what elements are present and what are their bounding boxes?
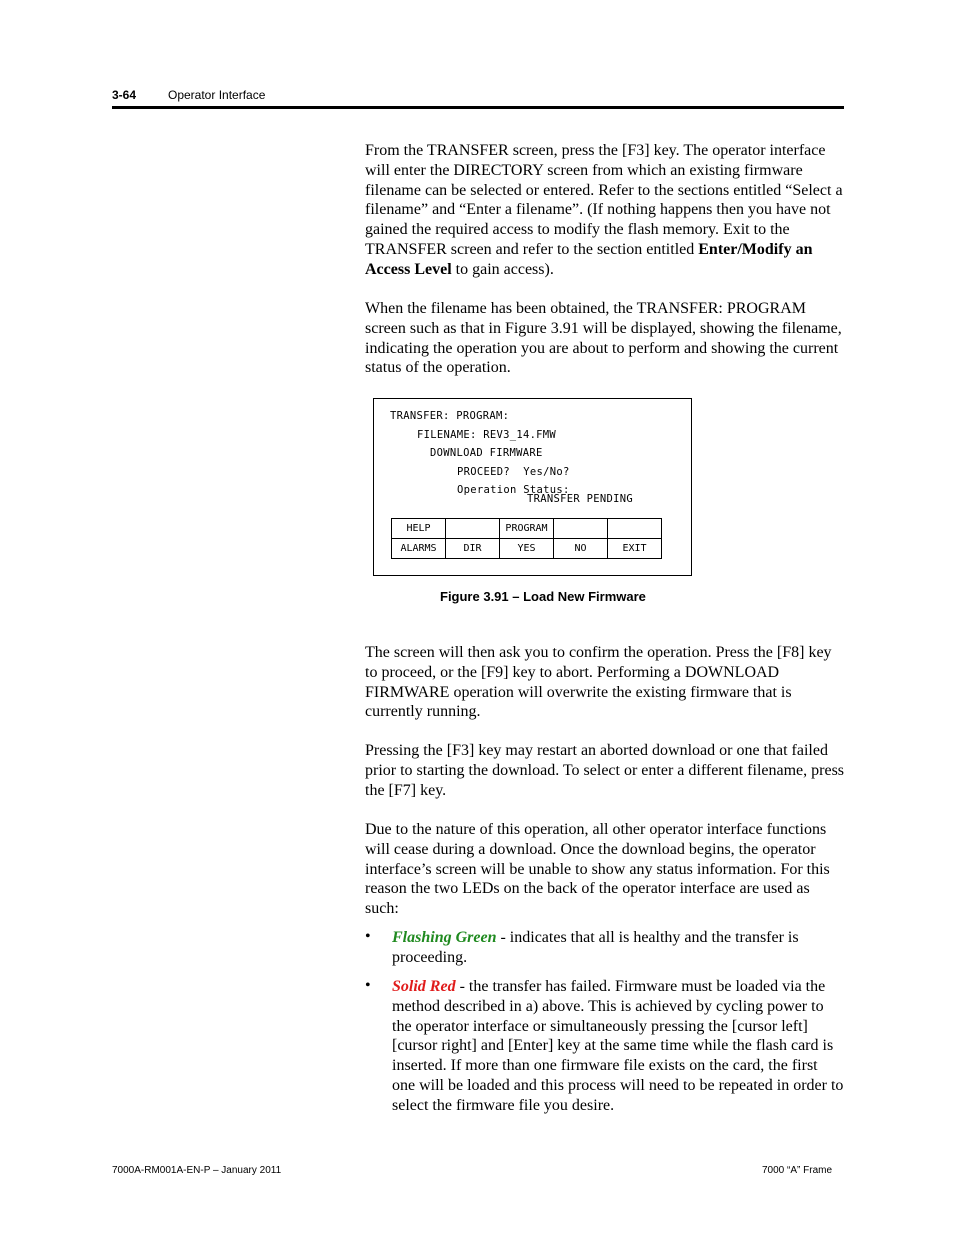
page-number: 3-64 (112, 88, 137, 102)
softkey-dir: DIR (446, 539, 500, 559)
softkey-no: NO (554, 539, 608, 559)
list-item (392, 977, 844, 1116)
screen-status-value: TRANSFER PENDING (527, 493, 633, 505)
softkey-blank (446, 519, 500, 539)
solid-red-label: Solid Red (392, 978, 456, 995)
softkey-blank (554, 519, 608, 539)
figure-caption: Figure 3.91 – Load New Firmware (440, 589, 646, 604)
footer-document-id: 7000A-RM001A-EN-P – January 2011 (112, 1165, 282, 1176)
bullet-description: - the transfer has failed. Firmware must be loaded via the method described in a) above. This is achieved by cycling power to the operator interface or simultaneously pressing the [cursor left] [cursor right] and [Enter] key at the same time while the flash card is inserted. If more than one firmware file exists on the card, the first one will be loaded and this process will need to be repeated in order to select the firmware file you desire. (392, 978, 844, 1114)
paragraph-restart: Pressing the [F3] key may restart an aborted download or one that failed prior to starting the download. To select or enter a different filename, press the [F7] key. (365, 742, 845, 799)
softkey-yes: YES (500, 539, 554, 559)
function-key-grid (391, 518, 662, 559)
bullet-marker: • (365, 928, 371, 945)
screen-proceed-line: PROCEED? Yes/No? (457, 466, 570, 478)
bold-reference: Enter/Modify an Access Level (365, 240, 813, 278)
softkey-alarms: ALARMS (392, 539, 446, 559)
paragraph-text: From the TRANSFER screen, press the [F3] key. The operator interface will enter the DIRECTORY screen from which an existing firmware filename can be selected or entered. Refer to the sections entitled “Select a filename” and “Enter a filename”. (If nothing happens then you have not gained the required access to modify the flash memory. Exit to the TRANSFER screen and refer to the section entitled (365, 142, 843, 258)
screen-status-label: Operation Status: (457, 484, 570, 496)
softkey-program: PROGRAM (500, 519, 554, 539)
bullet-marker: • (365, 977, 371, 994)
softkey-help: HELP (392, 519, 446, 539)
screen-operation-line: DOWNLOAD FIRMWARE (430, 447, 543, 459)
softkey-exit: EXIT (608, 539, 662, 559)
paragraph-transfer-intro (365, 141, 845, 280)
screen-title-line: TRANSFER: PROGRAM: (390, 410, 510, 422)
header-divider (112, 106, 844, 109)
list-item (392, 928, 844, 968)
paragraph-text: to gain access). (451, 260, 554, 278)
bullet-description: - indicates that all is healthy and the transfer is proceeding. (392, 929, 799, 966)
section-title: Operator Interface (168, 88, 266, 102)
softkey-blank (608, 519, 662, 539)
screen-filename-line: FILENAME: REV3_14.FMW (417, 429, 557, 441)
paragraph-confirm: The screen will then ask you to confirm the operation. Press the [F8] key to proceed, or the [F9] key to abort. Performing a DOWNLOAD FIRMWARE operation will overwrite the existing firmware that is currently running. (365, 644, 832, 721)
flashing-green-label: Flashing Green (392, 929, 497, 946)
paragraph-filename-obtained: When the filename has been obtained, the TRANSFER: PROGRAM screen such as that in Figure 3.91 will be displayed, showing the filename, indicating the operation you are about to perform and showing the current status of the operation. (365, 300, 842, 377)
footer-product-name: 7000 “A” Frame (762, 1165, 833, 1176)
paragraph-leds: Due to the nature of this operation, all other operator interface functions will cease during a download. Once the download begins, the operator interface’s screen will be unable to show any status information. For this reason the two LEDs on the back of the operator interface are used as such: (365, 821, 830, 918)
